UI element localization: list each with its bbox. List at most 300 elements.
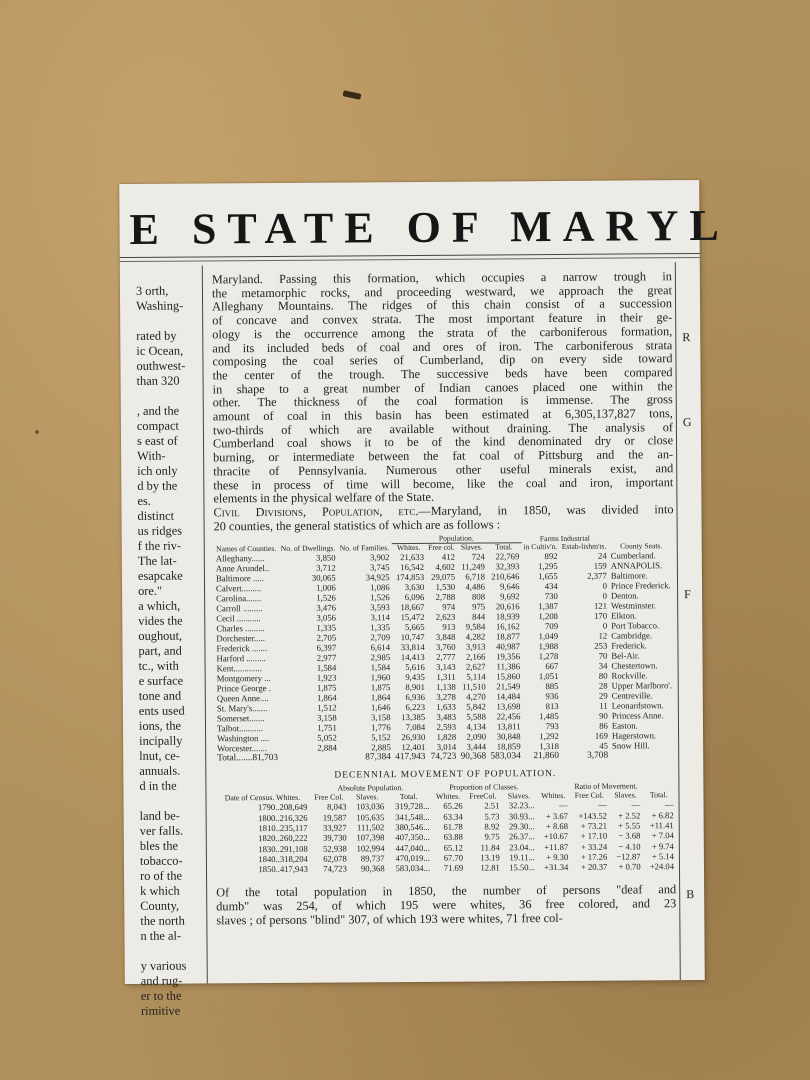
ratio-header: Ratio of Movement.	[574, 781, 638, 792]
table-cell: Prince George .	[216, 683, 271, 694]
col-header: Estab-lishm'ts.	[561, 542, 607, 552]
table-cell: 1,864	[370, 692, 391, 703]
table-cell: + 9.30	[546, 851, 569, 862]
left-column-line: land be-	[139, 808, 180, 823]
table-cell: Chestertown.	[611, 660, 658, 671]
table-cell: 975	[472, 601, 486, 612]
table-cell: 1,828	[436, 732, 457, 743]
table-cell: 813	[545, 701, 559, 712]
civil-divisions-paragraph	[213, 503, 673, 534]
left-column-line: d by the	[137, 478, 178, 493]
table-cell: 2,977	[316, 652, 337, 664]
left-column-line: annuals.	[139, 763, 181, 778]
left-column-line: k which	[140, 883, 180, 898]
table-cell: + 17.26	[580, 851, 608, 862]
table-cell: 5,588	[466, 711, 486, 722]
paragraph-line: amount of coal in this basin has been estimated at 6,305,137,827 tons,	[212, 406, 673, 424]
table-cell: Upper Marlboro'.	[611, 680, 673, 691]
main-article	[212, 270, 677, 928]
table-cell: 18,877	[495, 631, 520, 642]
table-cell: 1850..417,943	[258, 863, 308, 875]
table-cell: + 7.04	[651, 830, 674, 841]
table-cell: 80	[598, 670, 608, 682]
col-header: Free col.	[428, 543, 455, 553]
table-cell: 15.50...	[509, 862, 536, 873]
col-header: No. of Families.	[339, 543, 390, 553]
table-cell: 39,730	[322, 832, 347, 843]
table-cell: 11,249	[461, 561, 485, 573]
headline: E STATE OF MARYL	[129, 200, 730, 254]
left-column-line: outhwest-	[136, 358, 186, 373]
left-column-line: the north	[140, 913, 185, 928]
table-cell: 23.04...	[509, 841, 535, 852]
left-column-line	[137, 388, 203, 403]
table-cell: 13,811	[496, 721, 521, 732]
table-cell: 1,292	[539, 731, 559, 742]
left-column-line: e surface	[138, 673, 184, 688]
table-cell: Carroll .........	[216, 603, 263, 614]
left-column-line: es.	[137, 493, 151, 508]
table-cell: 5,616	[405, 662, 425, 673]
left-column-line	[136, 313, 202, 328]
paragraph-line: two-thirds of which are available without draining. The analysis of	[212, 419, 673, 438]
table-cell: 1,278	[538, 651, 559, 662]
table-cell: 45	[599, 740, 609, 752]
table-cell: 341,548...	[395, 811, 430, 822]
table-cell: 9,646	[499, 581, 520, 592]
left-column-line: a which,	[138, 598, 181, 613]
table-cell: + 17.10	[580, 830, 608, 842]
table-cell: 26.37...	[508, 831, 535, 842]
table-cell: Talbot...........	[216, 723, 264, 734]
table-cell: 103,036	[356, 801, 385, 812]
table-cell: + 5.55	[618, 820, 641, 831]
table-cell: Baltimore .....	[215, 573, 264, 584]
table-cell: 1,138	[436, 682, 456, 693]
table-cell: 90	[599, 710, 608, 722]
table-cell: Port Tobacco.	[611, 620, 660, 631]
table-cell: 936	[545, 691, 559, 702]
table-cell: 1,864	[316, 692, 337, 704]
table-cell: 5,152	[371, 732, 391, 743]
table-cell: 3,760	[435, 642, 456, 653]
table-cell: 4,134	[466, 721, 487, 732]
table-cell: 29.30...	[508, 821, 535, 832]
table-cell: 434	[544, 581, 558, 592]
table-cell: 29	[598, 690, 608, 702]
table-cell: 2.51	[484, 800, 500, 811]
table-cell: Carolina.......	[216, 593, 262, 604]
table-cell: + 33.24	[580, 841, 608, 852]
left-column-line: incipally	[139, 733, 183, 748]
table-cell: 89,737	[360, 853, 385, 864]
table-cell: 3,630	[404, 582, 425, 593]
paragraph-line: ology is the occurrence among the strata of the carboniferous formation,	[212, 323, 673, 342]
table-cell: 4,270	[466, 691, 486, 702]
paragraph-line: of concave and convex strata. The most important feature in their ge-	[212, 310, 673, 328]
table-cell: 33,814	[400, 642, 425, 653]
table-cell: 29,075	[431, 572, 456, 583]
paragraph-line: the center of the trough. The successive beds have been compared	[212, 365, 673, 383]
table-cell: 3,056	[316, 612, 337, 624]
table-cell: 2,777	[436, 652, 456, 663]
col-header: Total.	[495, 542, 513, 552]
table-cell: Baltimore.	[610, 570, 648, 581]
paragraph-line: and its included beds of coal and ores of iron. The carboniferous strata	[212, 337, 673, 355]
table-cell: 2,884	[317, 742, 337, 754]
table-cell: 6,614	[370, 642, 391, 653]
table-cell: Elkton.	[611, 610, 637, 621]
table-cell: Dorchester.....	[216, 633, 265, 644]
table-cell: 1,512	[317, 702, 337, 714]
table-cell: 6,096	[404, 592, 425, 603]
absolute-header: Absolute Population.	[337, 783, 404, 793]
table-cell: 67.70	[443, 852, 464, 863]
table-cell: 11.84	[480, 841, 500, 853]
table-cell: 5,665	[404, 622, 425, 633]
table-cell: 1,923	[316, 672, 337, 684]
table-cell: 1790..208,649	[257, 802, 308, 813]
table-cell: 3,158	[317, 712, 337, 724]
table-cell: 10,747	[400, 632, 425, 643]
table-cell: 3,913	[465, 641, 486, 652]
left-column-line: and rug-	[140, 973, 183, 988]
table-cell: + 20.37	[580, 861, 608, 872]
total-cell: 90,368	[460, 751, 487, 763]
table-cell: 19,356	[496, 651, 521, 662]
decennial-title: DECENNIAL MOVEMENT OF POPULATION.	[334, 769, 557, 781]
table-cell: 9,584	[465, 621, 486, 632]
table-cell: 0	[602, 620, 608, 632]
table-cell: 319,728...	[395, 801, 430, 812]
table-cell: 1,295	[538, 561, 558, 572]
table-cell: 14,413	[400, 652, 425, 663]
table-cell: 1800..216,326	[258, 812, 308, 823]
left-column-line: ro of the	[139, 868, 183, 883]
table-cell: + 73.21	[580, 820, 608, 831]
table-cell: 1,751	[317, 722, 337, 734]
table-cell: 1,006	[316, 582, 336, 594]
table-cell: 892	[544, 551, 558, 562]
table-cell: 2,705	[316, 632, 337, 644]
table-cell: 4,282	[465, 631, 486, 642]
table-cell: 15,860	[496, 671, 521, 682]
table-cell: 0	[602, 590, 607, 602]
table-cell: 2,166	[465, 651, 486, 662]
table-cell: 13,385	[401, 712, 426, 723]
section-lead: Civil Divisions, Population, etc.	[213, 503, 419, 520]
population-header: Population.	[391, 535, 521, 544]
table-cell: 14,484	[496, 691, 521, 702]
table-cell: 30,065	[311, 572, 336, 584]
table-cell: 2,788	[435, 592, 456, 603]
table-cell: 1,584	[316, 662, 337, 674]
table-cell: 65.12	[443, 842, 463, 853]
col-header: Date of Census. Whites.	[224, 793, 301, 803]
table-cell: 3,014	[436, 742, 457, 753]
table-cell: 16,542	[400, 562, 425, 573]
table-cell: —	[664, 799, 674, 810]
table-cell: 170	[594, 610, 608, 622]
left-column-line: than 320	[136, 373, 180, 388]
table-cell: 8,043	[327, 801, 347, 812]
decennial-table	[215, 782, 676, 875]
table-cell: 3,158	[371, 712, 391, 723]
table-cell: 253	[594, 640, 608, 652]
left-column-line: lnut, ce-	[139, 748, 180, 763]
table-cell: 11,510	[462, 681, 486, 693]
total-cell: 87,384	[365, 752, 391, 763]
right-fragment: G	[682, 415, 692, 430]
col-header: Whites.	[541, 791, 566, 801]
left-column-line: rated by	[136, 328, 177, 343]
table-cell: 1,530	[435, 582, 456, 593]
table-cell: 412	[441, 552, 455, 563]
newspaper-clipping	[119, 180, 730, 1018]
table-cell: + 3.67	[545, 810, 568, 821]
table-cell: 12.81	[480, 862, 500, 873]
table-cell: + 2.52	[618, 810, 641, 821]
table-cell: 19,587	[322, 812, 347, 823]
table-cell: 407,350...	[395, 832, 430, 843]
table-cell: 1,051	[538, 671, 559, 682]
left-column-line: n the al-	[140, 928, 182, 943]
table-cell: St. Mary's.......	[216, 703, 268, 714]
table-cell: − 4.10	[618, 840, 641, 852]
paragraph-line: thracite of Pennsylvania. Numerous other useful minerals exist, and	[213, 461, 674, 479]
table-cell: Charles .........	[216, 623, 265, 634]
table-cell: 1810..235,117	[258, 822, 308, 834]
table-cell: +31.34	[544, 862, 569, 873]
table-cell: 32.23...	[508, 800, 535, 811]
table-cell: 3,850	[315, 552, 336, 564]
table-cell: 111,502	[357, 822, 385, 833]
table-cell: 32,393	[495, 561, 520, 572]
table-cell: Easton.	[611, 720, 638, 731]
table-cell: —	[631, 799, 641, 810]
table-cell: Frederick .......	[216, 643, 268, 654]
table-cell: 70	[598, 650, 608, 662]
table-cell: 1,988	[538, 641, 559, 652]
table-cell: 174,853	[395, 572, 425, 583]
table-cell: 470,019...	[395, 852, 430, 863]
left-column-line: d in the	[139, 778, 177, 793]
table-cell: Somerset.......	[216, 713, 265, 724]
table-cell: Queen Anne....	[216, 693, 269, 704]
left-column-line: 3 orth,	[135, 283, 169, 298]
farms-header: Farms Industrial	[539, 533, 590, 543]
paragraph-line: slaves ; of persons "blind" 307, of which 193 were whites, 71 free col-	[216, 910, 563, 928]
total-cell: 583,034	[490, 751, 521, 762]
table-cell: 86	[599, 720, 608, 732]
county-statistics-table	[214, 534, 676, 764]
table-cell: 380,546...	[395, 821, 430, 833]
table-cell: 2,709	[370, 632, 391, 643]
table-cell: 9,692	[500, 591, 520, 602]
left-column-line: ic Ocean,	[136, 343, 184, 358]
left-column-line: us ridges	[137, 523, 183, 538]
total-cell: 74,723	[430, 752, 457, 763]
table-cell: 102,994	[356, 842, 385, 853]
paragraph-line: Cumberland coal shows it to be of the kind denominated dry or close	[212, 433, 674, 451]
table-cell: 20,616	[495, 601, 520, 612]
table-cell: 24	[597, 550, 607, 562]
table-cell: +11.87	[544, 841, 569, 852]
table-cell: 34,925	[365, 572, 390, 583]
table-cell: 8,901	[405, 682, 425, 693]
table-cell: 3,143	[436, 662, 456, 673]
paragraph-line: in shape to a great number of Indian canoes placed one within the	[212, 378, 673, 397]
table-cell: 3,444	[466, 741, 487, 752]
table-cell: 21,549	[496, 681, 521, 692]
col-header: Free Col.	[574, 791, 604, 801]
table-row	[216, 861, 676, 875]
table-cell: Denton.	[610, 590, 639, 601]
total-row	[215, 751, 675, 764]
table-cell: 169	[594, 730, 608, 742]
table-cell: 19.11...	[509, 851, 535, 863]
table-cell: 1,086	[370, 582, 390, 593]
table-cell: Harford .........	[216, 653, 266, 664]
table-cell: 3,476	[316, 602, 336, 614]
paragraph-line: 20 counties, the general statistics of which are as follows :	[213, 517, 501, 534]
left-column-line: ich only	[137, 463, 178, 478]
left-column-fragment	[136, 283, 207, 1018]
table-cell: 1,208	[538, 611, 559, 622]
table-cell: +11.41	[649, 820, 674, 831]
col-header: Slaves.	[460, 542, 483, 553]
table-cell: 1,335	[316, 622, 337, 634]
table-cell: 4,602	[435, 562, 456, 573]
table-cell: Anne Arundel..	[215, 563, 270, 574]
right-fragment: R	[682, 330, 691, 345]
table-cell: 63.88	[443, 831, 463, 843]
col-header: Names of Counties.	[216, 544, 277, 554]
left-column-line: compact	[136, 418, 179, 433]
table-cell: 1,318	[539, 741, 559, 752]
col-header: in Cultiv'n.	[523, 542, 558, 552]
col-header: Free Col.	[314, 792, 344, 803]
debris-speck	[35, 430, 39, 434]
table-cell: 1,387	[538, 601, 558, 612]
table-cell: 4,486	[465, 581, 486, 592]
table-cell: Snow Hill.	[611, 740, 650, 751]
col-header: Slaves.	[356, 792, 379, 802]
table-cell: 13.19	[480, 852, 500, 863]
paragraph-line: Of the total population in 1850, the number of persons "deaf and	[216, 882, 677, 900]
left-column-line: y various	[140, 958, 187, 973]
table-cell: Hagerstown.	[611, 730, 657, 741]
table-cell: 21,633	[400, 552, 425, 563]
table-cell: 90,368	[360, 863, 385, 874]
total-cell: Total.......81,703	[217, 753, 279, 764]
table-cell: + 9.74	[651, 840, 674, 851]
table-cell: Princess Anne.	[611, 710, 664, 721]
table-cell: 6,223	[405, 702, 426, 713]
table-cell: 18,859	[496, 741, 521, 752]
paragraph-line: dumb" was 254, of which 195 were whites, 36 free colored, and 23	[216, 896, 677, 914]
table-cell: 9,435	[405, 672, 425, 683]
table-cell: − 3.68	[618, 830, 641, 841]
table-cell: 0	[602, 580, 607, 592]
table-cell: Alleghany......	[215, 553, 265, 564]
paragraph-line: —Maryland, in 1850, was divided into	[418, 502, 674, 518]
left-column-line: distinct	[137, 508, 175, 523]
table-cell: 793	[545, 721, 559, 732]
table-cell: 3,593	[370, 602, 390, 613]
left-column-line: tobacco-	[139, 853, 183, 868]
table-cell: 1,875	[370, 682, 391, 693]
left-column-line: er to the	[140, 988, 182, 1003]
table-cell: 30,848	[496, 731, 521, 742]
table-cell: 22,769	[495, 551, 520, 562]
table-cell: 5.73	[484, 811, 500, 822]
table-cell: 3,745	[369, 562, 390, 573]
left-column-line: The lat-	[137, 553, 177, 568]
table-cell: 1,584	[370, 662, 391, 673]
table-cell: 2,623	[435, 612, 456, 623]
table-cell: 730	[544, 591, 558, 602]
left-column-line: tc., with	[138, 658, 179, 673]
table-cell: 2,593	[436, 722, 457, 733]
table-cell: Westminster.	[610, 600, 656, 611]
left-column-line: s east of	[136, 433, 178, 448]
table-cell: 1,485	[539, 711, 559, 722]
table-cell: + 0.70	[618, 861, 641, 872]
table-cell: 709	[544, 621, 559, 632]
table-cell: 33,927	[322, 822, 347, 833]
table-cell: 3,712	[316, 562, 336, 574]
table-cell: 105,635	[356, 811, 385, 823]
table-cell: 74,723	[323, 863, 347, 874]
table-cell: 11	[599, 700, 608, 712]
paragraph-line: these in process of time will become, like the coal and iron, important	[213, 474, 674, 492]
debris-speck	[343, 90, 362, 100]
table-cell: —	[559, 800, 568, 811]
table-cell: 1,776	[371, 722, 391, 733]
table-cell: 6,397	[316, 642, 337, 654]
table-cell: 2,985	[370, 652, 391, 663]
table-cell: Kent.............	[216, 663, 262, 674]
table-cell: 61.78	[443, 821, 463, 832]
paragraph-line: the metamorphic rocks, and proceeding westward, we approach the great	[211, 282, 673, 301]
left-column-line: With-	[137, 448, 166, 463]
table-cell: 1,335	[370, 622, 390, 633]
table-cell: 583,034...	[395, 863, 431, 874]
table-cell: 52,938	[323, 843, 347, 854]
table-cell: Rockville.	[611, 670, 648, 681]
table-cell: 447,040...	[395, 842, 430, 853]
headline-rule	[120, 257, 700, 262]
table-cell: 3,114	[370, 612, 390, 623]
table-cell: 1,875	[316, 682, 337, 694]
left-column-line	[141, 943, 207, 958]
col-header: Total.	[399, 792, 418, 802]
right-fragment: F	[684, 587, 691, 602]
table-cell: 12,401	[401, 742, 426, 753]
table-cell: Frederick.	[611, 640, 647, 651]
table-cell: 2,627	[465, 661, 486, 672]
paragraph-line: burning, or intermediate between the fat coal of Pittsburg and the an-	[213, 447, 674, 465]
table-cell: + 5.14	[651, 851, 674, 862]
table-cell: 3,278	[436, 692, 456, 703]
table-cell: 808	[471, 591, 486, 602]
right-fragment: B	[686, 887, 695, 902]
table-cell: 15,472	[400, 612, 425, 623]
paragraph-line: elements in the physical welfare of the State.	[213, 490, 435, 506]
table-cell: —	[598, 800, 607, 811]
col-header: Whites.	[396, 543, 421, 553]
